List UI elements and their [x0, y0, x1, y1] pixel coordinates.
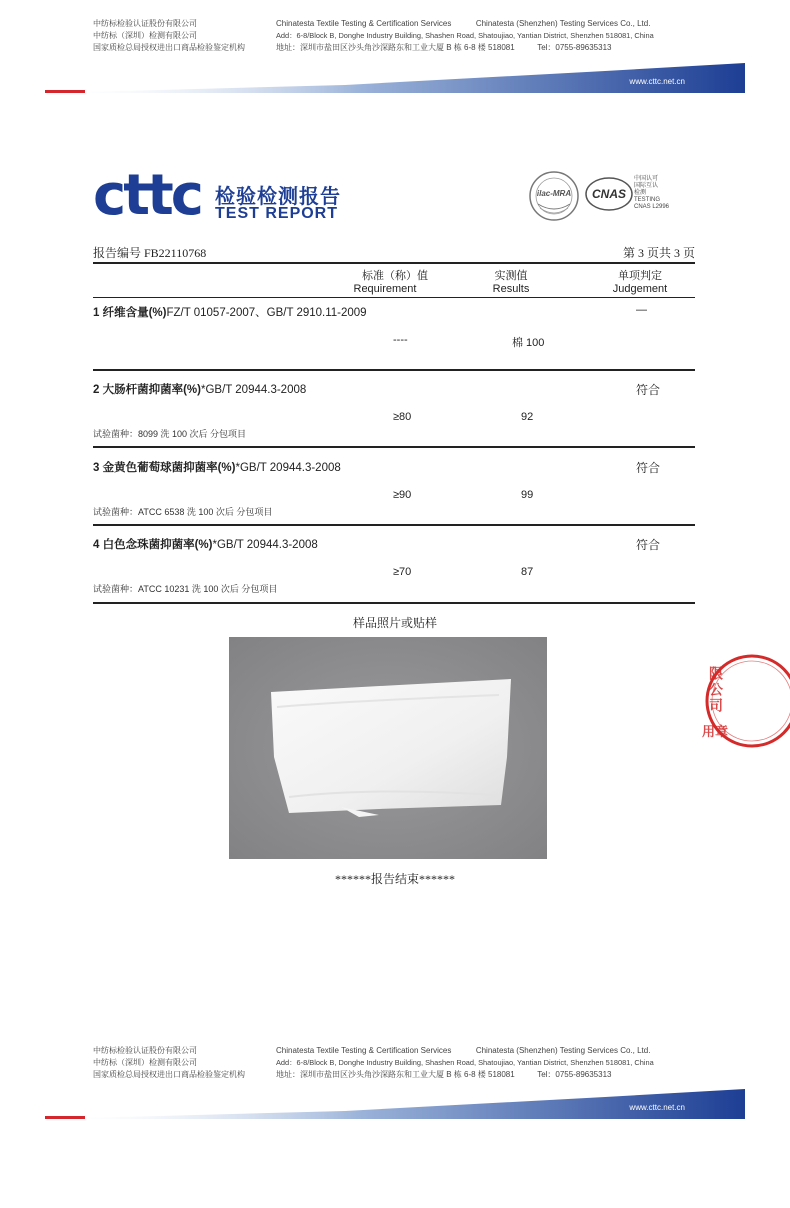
item-title — [93, 536, 318, 552]
address-en: Add：6-8/Block B, Donghe Industry Building, Shashen Road, Shatoujiao, Yantian District, Shenzhen 518081, China — [276, 1058, 654, 1067]
item-name: 3 金黄色葡萄球菌抑菌率(%) — [93, 462, 236, 474]
col-results-en: Results — [492, 283, 530, 295]
col-requirement-en: Requirement — [353, 283, 417, 295]
org-cn-block — [93, 18, 245, 54]
item-note: 试验菌种：ATCC 10231 洗 100 次后 分包项目 — [93, 584, 278, 594]
item-result: 99 — [521, 489, 534, 501]
logo-title-en: TEST REPORT — [215, 205, 339, 222]
cnas-cn-2: 国际互认 — [634, 183, 659, 189]
org-en-1: Chinatesta Textile Testing & Certification Services — [276, 1046, 452, 1055]
item-title — [93, 381, 306, 397]
item-result: 87 — [521, 566, 534, 578]
org-cn-line: 中纺标检验认证股份有限公司 — [93, 1046, 197, 1055]
item-standard: *GB/T 20944.3-2008 — [200, 384, 307, 396]
seal-sub: 用章 — [702, 724, 729, 739]
org-cn-line: 中纺标（深圳）检测有限公司 — [93, 31, 197, 40]
tel: Tel：0755-89635313 — [537, 43, 612, 52]
address-cn: 地址：深圳市盐田区沙头角沙深路东和工业大厦 B 栋 6-8 楼 518081 — [276, 1070, 515, 1079]
item-judgement: 符合 — [636, 383, 661, 397]
org-en-block — [276, 18, 654, 54]
company-seal — [700, 636, 790, 766]
item-result: 92 — [521, 411, 534, 423]
row-rule — [93, 369, 695, 371]
report-end-marker: ******报告结束****** — [334, 872, 455, 886]
table-bottom-rule — [93, 602, 695, 604]
cnas-en: TESTING — [634, 197, 661, 203]
item-name: 1 纤维含量(%) — [93, 307, 167, 319]
org-en-1: Chinatesta Textile Testing & Certification Services — [276, 19, 452, 28]
sample-photo-label: 样品照片或贴样 — [352, 616, 437, 630]
cnas-logo — [585, 176, 633, 212]
cnas-caption — [634, 176, 669, 211]
website-link[interactable]: www.cttc.net.cn — [629, 77, 685, 86]
org-en-2: Chinatesta (Shenzhen) Testing Services Co., Ltd. — [475, 1046, 651, 1055]
row-rule — [93, 446, 695, 448]
item-standard: *GB/T 20944.3-2008 — [235, 462, 341, 474]
footer-band — [45, 1089, 745, 1119]
address-cn: 地址：深圳市盐田区沙头角沙深路东和工业大厦 B 栋 6-8 楼 518081 — [276, 43, 515, 52]
item-requirement: ≥70 — [393, 566, 412, 578]
org-cn-line: 中纺标（深圳）检测有限公司 — [93, 1058, 197, 1067]
ilac-mra-logo — [528, 170, 580, 222]
item-result: 棉 100 — [512, 337, 545, 349]
col-judgement-en: Judgement — [612, 283, 668, 295]
item-judgement: 符合 — [636, 538, 661, 552]
report-number: 报告编号 FB22110768 — [93, 246, 207, 260]
tel: Tel：0755-89635313 — [537, 1070, 612, 1079]
row-rule — [93, 524, 695, 526]
seal-text: 限公司 — [707, 666, 722, 714]
cttc-logo: cttc — [93, 163, 201, 228]
sample-photo — [229, 637, 547, 859]
org-cn-line: 中纺标检验认证股份有限公司 — [93, 19, 197, 28]
col-judgement-cn: 单项判定 — [618, 270, 662, 282]
footer-org-en-block — [276, 1045, 654, 1081]
item-note: 试验菌种：8099 洗 100 次后 分包项目 — [93, 429, 247, 439]
item-title — [93, 304, 367, 320]
item-title — [93, 459, 341, 475]
item-name: 4 白色念珠菌抑菌率(%) — [93, 539, 213, 551]
cnas-cn-1: 中国认可 — [634, 176, 659, 182]
footer-org-cn-block — [93, 1045, 245, 1081]
item-note: 试验菌种：ATCC 6538 洗 100 次后 分包项目 — [93, 507, 273, 517]
item-judgement: 符合 — [636, 461, 661, 475]
logo-title-cn: 检验检测报告 — [215, 186, 341, 208]
page-indicator: 第 3 页共 3 页 — [622, 246, 695, 260]
cnas-cn-3: 检测 — [634, 190, 647, 196]
item-standard: *GB/T 20944.3-2008 — [212, 539, 318, 551]
item-judgement: — — [636, 304, 647, 316]
table-top-rule — [93, 262, 695, 264]
website-link[interactable]: www.cttc.net.cn — [629, 1103, 685, 1112]
item-standard: FZ/T 01057-2007、GB/T 2910.11-2009 — [166, 307, 367, 319]
item-requirement: ---- — [393, 334, 408, 346]
org-cn-line: 国家质检总局授权进出口商品检验鉴定机构 — [93, 43, 245, 52]
item-requirement: ≥80 — [393, 411, 412, 423]
header-rule — [93, 297, 695, 298]
col-requirement-cn: 标准（称）值 — [362, 270, 428, 282]
item-requirement: ≥90 — [393, 489, 412, 501]
col-results-cn: 实测值 — [494, 270, 528, 282]
address-en: Add：6-8/Block B, Donghe Industry Building, Shashen Road, Shatoujiao, Yantian District, Shenzhen 518081, China — [276, 31, 654, 40]
ilac-label: ilac-MRA — [536, 189, 572, 198]
org-cn-line: 国家质检总局授权进出口商品检验鉴定机构 — [93, 1070, 245, 1079]
header-band — [45, 63, 745, 93]
cnas-label: CNAS — [591, 187, 626, 201]
item-name: 2 大肠杆菌抑菌率(%) — [93, 384, 201, 396]
org-en-2: Chinatesta (Shenzhen) Testing Services Co., Ltd. — [475, 19, 651, 28]
cnas-no: CNAS L2996 — [634, 204, 670, 210]
